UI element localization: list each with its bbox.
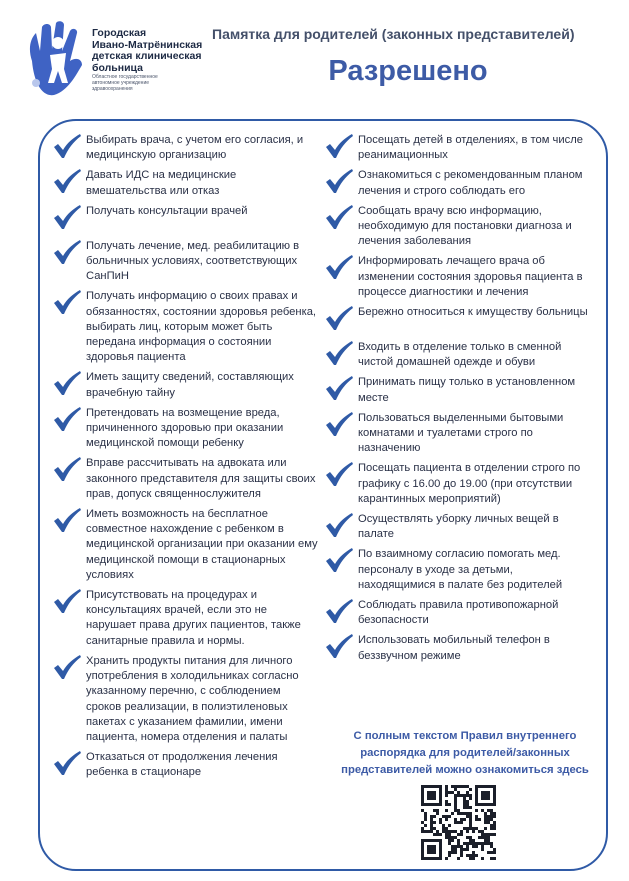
list-item-text: Ознакомиться с рекомендованным планом лечения и строго соблюдать его — [358, 169, 583, 197]
list-item-text: Посещать детей в отделениях, в том числе реанимационных — [358, 134, 583, 162]
hospital-name: Городская Ивано-Матрёнинская детская клиническая больница — [92, 27, 203, 74]
list-item — [324, 166, 594, 198]
list-item-text: Соблюдать правила противопожарной безопасности — [358, 599, 559, 627]
check-icon — [52, 239, 86, 269]
list-item — [52, 287, 322, 365]
list-item — [324, 545, 594, 593]
check-icon — [52, 289, 86, 319]
list-item — [52, 237, 322, 285]
list-item — [52, 368, 322, 400]
check-icon — [52, 750, 86, 780]
list-item-text: Входить в отделение только в сменной чистой домашней одежде и обуви — [358, 341, 562, 369]
list-item — [324, 596, 594, 628]
list-item — [52, 166, 322, 198]
hospital-subtitle: Областное государственное автономное учреждение здравоохранения — [92, 74, 158, 92]
list-item-text: Вправе рассчитывать на адвоката или законного представителя для защиты своих прав, допуск священнослужителя — [86, 457, 316, 500]
check-icon — [324, 375, 358, 405]
list-item-text: Выбирать врача, с учетом его согласия, и медицинскую организацию — [86, 134, 304, 162]
allowed-list-right — [324, 131, 594, 667]
list-item — [52, 505, 322, 583]
qr-code[interactable] — [421, 785, 496, 860]
list-item-text: Бережно относиться к имуществу больницы — [358, 306, 588, 319]
check-icon — [324, 512, 358, 542]
check-icon — [324, 598, 358, 628]
list-item — [52, 454, 322, 502]
list-item-text: Информировать лечащего врача об изменении состояния здоровья пациента в процессе диагностики и лечения — [358, 255, 583, 298]
check-icon — [324, 633, 358, 663]
check-icon — [52, 133, 86, 163]
list-item-text: Хранить продукты питания для личного употребления в холодильниках согласно указанному перечню, с соблюдением сроков реализации, в полиэтиленовых пакетах с указанием фамилии, имени пациента, номера отделения и палаты — [86, 654, 299, 743]
check-icon — [324, 133, 358, 163]
list-item — [52, 586, 322, 649]
check-icon — [52, 456, 86, 486]
page-title: Разрешено — [328, 55, 488, 87]
list-item — [324, 131, 594, 163]
list-item-text: Претендовать на возмещение вреда, причиненного здоровью при оказании медицинской помощи ребенку — [86, 406, 284, 450]
list-item — [324, 303, 594, 335]
check-icon — [52, 204, 86, 234]
list-item-text: Использовать мобильный телефон в беззвучном режиме — [358, 634, 550, 662]
list-item — [52, 404, 322, 452]
memo-title: Памятка для родителей (законных представителей) — [212, 26, 575, 42]
list-item-text: Отказаться от продолжения лечения ребенка в стационаре — [86, 751, 278, 779]
list-item — [324, 373, 594, 405]
check-icon — [52, 406, 86, 436]
check-icon — [52, 370, 86, 400]
hospital-logo-icon — [24, 21, 88, 97]
check-icon — [324, 340, 358, 370]
list-item-text: Иметь защиту сведений, составляющих врачебную тайну — [86, 371, 294, 399]
list-item-text: Получать консультации врачей — [86, 204, 248, 217]
check-icon — [52, 654, 86, 684]
list-item-text: Присутствовать на процедурах и консультациях врачей, если это не нарушает права других пациентов, также санитарные правила и нормы. — [86, 589, 301, 647]
list-item-text: Сообщать врачу всю информацию, необходимую для постановки диагноза и лечения заболевания — [358, 204, 572, 248]
list-item — [324, 409, 594, 457]
list-item-text: Посещать пациента в отделении строго по графику с 16.00 до 19.00 (при отсутствии карантинных мероприятий) — [358, 462, 581, 505]
check-icon — [324, 461, 358, 491]
list-item-text: Осуществлять уборку личных вещей в палате — [358, 513, 559, 541]
list-item — [324, 459, 594, 507]
list-item — [324, 338, 594, 370]
list-item-text: Получать лечение, мед. реабилитацию в больничных условиях, соответствующих СанПиН — [86, 239, 300, 283]
list-item — [52, 202, 322, 234]
check-icon — [324, 305, 358, 335]
list-item-text: Получать информацию о своих правах и обязанностях, состоянии здоровья ребенка, выбирать лиц, которым может быть передана информация о состоянии здоровья пациента — [86, 290, 317, 364]
check-icon — [324, 254, 358, 284]
list-item-text: Иметь возможность на бесплатное совместное нахождение с ребенком в медицинской организации при оказании ему медицинской помощи в стационарных условиях — [86, 508, 318, 581]
list-item — [52, 131, 322, 163]
list-item — [324, 252, 594, 300]
rules-link-note: С полным текстом Правил внутреннего распорядка для родителей/законных представителей можно ознакомиться здесь — [341, 730, 589, 776]
check-icon — [324, 204, 358, 234]
list-item — [52, 748, 322, 780]
list-item-text: Давать ИДС на медицинские вмешательства или отказ — [86, 169, 237, 197]
list-item — [324, 510, 594, 542]
check-icon — [324, 168, 358, 198]
list-item — [324, 202, 594, 250]
list-item — [324, 631, 594, 663]
list-item — [52, 652, 322, 745]
check-icon — [324, 411, 358, 441]
list-item-text: Пользоваться выделенными бытовыми комнатами и туалетами строго по назначению — [358, 411, 564, 455]
allowed-list-left — [52, 131, 322, 784]
list-item-text: Принимать пищу только в установленном месте — [358, 376, 576, 404]
check-icon — [52, 168, 86, 198]
check-icon — [52, 507, 86, 537]
list-item-text: По взаимному согласию помогать мед. персоналу в уходе за детьми, находящимися в палате без родителей — [358, 548, 563, 591]
check-icon — [52, 588, 86, 618]
check-icon — [324, 547, 358, 577]
